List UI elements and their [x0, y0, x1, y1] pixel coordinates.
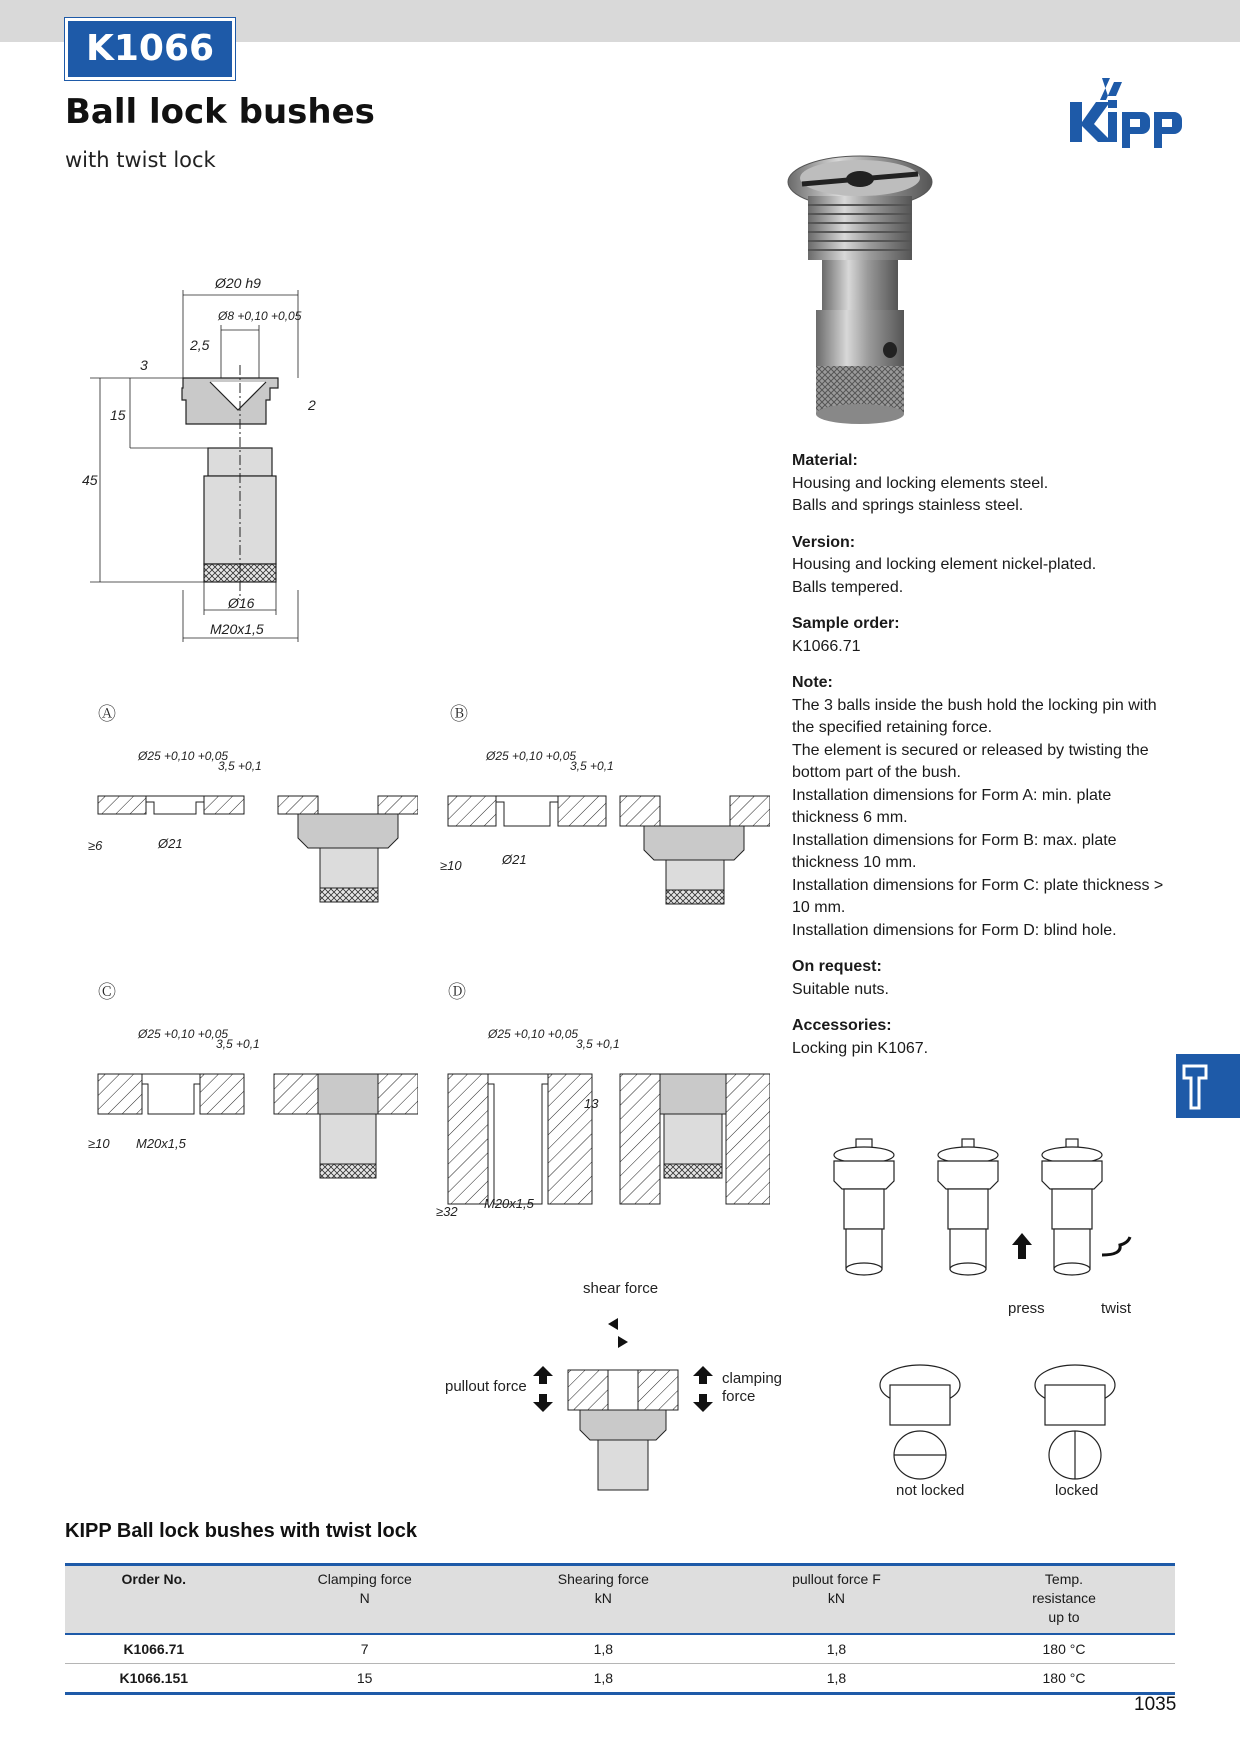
press-label: press: [1008, 1300, 1045, 1317]
not-locked-label: not locked: [896, 1482, 965, 1499]
form-b-label: Ⓑ: [450, 704, 468, 725]
col-shearing-force: Shearing force kN: [487, 1565, 720, 1635]
page-subtitle: with twist lock: [65, 148, 216, 172]
press-arrow-icon: [1012, 1233, 1032, 1259]
pullout-force-label: pullout force: [445, 1378, 527, 1395]
form-a-dim-dia21: Ø21: [158, 836, 183, 851]
operation-illustrations: [826, 1135, 1142, 1305]
col-temp-resistance: Temp. resistance up to: [953, 1565, 1175, 1635]
table-row: [65, 1664, 1175, 1694]
dim-m20: M20x1,5: [210, 621, 264, 637]
clamping-arrows-icon: [692, 1366, 714, 1412]
spec-text-note: The 3 balls inside the bush hold the locking pin with the specified retaining force. The element is secured or released by twisting the bottom part of the bush. Installation dimensions for Form A: min. plate thickness 6 mm. Installation dimensions for Form B: max. plate thickness 10 mm. Installation dimensions for Form C: plate thickness > 10 mm. Installation dimensions for Form D: blind hole.: [792, 696, 1164, 939]
col-pullout-force: pullout force F kN: [720, 1565, 953, 1635]
twist-label: twist: [1101, 1300, 1131, 1317]
spec-text-sample-order: K1066.71: [792, 637, 861, 655]
dim-dia8: Ø8 +0,10 +0,05: [218, 309, 302, 323]
spec-text-material: Housing and locking elements steel. Balls and springs stainless steel.: [792, 474, 1049, 514]
page-title: Ball lock bushes: [65, 92, 375, 132]
cell-pullout: 1,8: [720, 1664, 953, 1694]
lock-state-illustrations: [870, 1355, 1130, 1485]
spec-heading-sample-order: Sample order:: [792, 615, 900, 632]
bush-press-figure: [938, 1139, 998, 1275]
form-d-drawing: [436, 978, 770, 1228]
spec-heading-on-request: On request:: [792, 958, 882, 975]
product-code: K1066: [65, 18, 235, 80]
pullout-arrows-icon: [532, 1366, 554, 1412]
dim-15: 15: [110, 407, 126, 423]
table-title: KIPP Ball lock bushes with twist lock: [65, 1520, 417, 1542]
cell-order-no: K1066.151: [65, 1664, 243, 1694]
spec-heading-material: Material:: [792, 452, 858, 469]
form-a-dim-dia25: Ø25 +0,10 +0,05: [138, 749, 229, 763]
form-d-dim-min32: ≥32: [436, 1204, 458, 1219]
dim-2-5: 2,5: [190, 337, 210, 353]
form-c-drawing: [88, 978, 418, 1218]
page-number: 1035: [1134, 1694, 1177, 1715]
form-c-dim-m20: M20x1,5: [136, 1136, 186, 1151]
form-b-dim-min10: ≥10: [440, 858, 462, 873]
cell-shearing: 1,8: [487, 1634, 720, 1664]
form-c-dim-3-5: 3,5 +0,1: [216, 1037, 260, 1051]
bush-twist-figure: [1042, 1139, 1102, 1275]
spec-heading-version: Version:: [792, 533, 856, 551]
form-d-label: Ⓓ: [448, 982, 466, 1003]
form-a-dim-3-5: 3,5 +0,1: [218, 759, 262, 773]
cell-order-no: K1066.71: [65, 1634, 243, 1664]
spec-heading-note: Note:: [792, 674, 833, 691]
side-tab: [1176, 1054, 1240, 1118]
dim-3: 3: [140, 357, 148, 373]
form-b-drawing: [440, 700, 770, 950]
dim-45: 45: [82, 472, 98, 488]
dim-2: 2: [308, 397, 316, 413]
form-d-dim-m20: M20x1,5: [484, 1196, 534, 1211]
form-a-label: Ⓐ: [98, 704, 116, 725]
dim-dia16: Ø16: [228, 595, 255, 611]
form-d-dim-dia25: Ø25 +0,10 +0,05: [488, 1027, 579, 1041]
spec-block: [792, 450, 1182, 1060]
form-c-label: Ⓒ: [98, 982, 116, 1003]
form-a-dim-min6: ≥6: [88, 838, 103, 853]
cell-temp: 180 °C: [953, 1634, 1175, 1664]
form-d-dim-13: 13: [584, 1096, 599, 1111]
key-icon: [1176, 1054, 1240, 1118]
cell-temp: 180 °C: [953, 1664, 1175, 1694]
kipp-logo: [1066, 72, 1184, 156]
table-row: [65, 1634, 1175, 1664]
table-header-row: [65, 1565, 1175, 1635]
cell-clamping: 7: [243, 1634, 487, 1664]
dim-dia20: Ø20 h9: [215, 275, 261, 291]
form-c-dim-dia25: Ø25 +0,10 +0,05: [138, 1027, 229, 1041]
cell-pullout: 1,8: [720, 1634, 953, 1664]
col-clamping-force: Clamping force N: [243, 1565, 487, 1635]
spec-heading-accessories: Accessories:: [792, 1017, 892, 1034]
clamping-force-label: clamping force: [722, 1370, 783, 1405]
shear-force-label: shear force: [583, 1280, 659, 1297]
twist-arrow-icon: [1102, 1237, 1130, 1255]
form-b-dim-3-5: 3,5 +0,1: [570, 759, 614, 773]
product-table: [65, 1563, 1175, 1695]
form-d-dim-3-5: 3,5 +0,1: [576, 1037, 620, 1051]
form-c-dim-min10: ≥10: [88, 1136, 110, 1151]
main-drawing: [80, 270, 360, 670]
locked-label: locked: [1055, 1482, 1099, 1499]
bush-unlocked-figure: [834, 1139, 894, 1275]
spec-text-version: Housing and locking element nickel-plated. Balls tempered.: [792, 556, 1097, 596]
spec-text-accessories: Locking pin K1067.: [792, 1039, 929, 1057]
spec-text-on-request: Suitable nuts.: [792, 980, 889, 998]
cell-clamping: 15: [243, 1664, 487, 1694]
form-a-drawing: [88, 700, 418, 950]
product-photo: [780, 150, 940, 435]
form-b-dim-dia25: Ø25 +0,10 +0,05: [486, 749, 577, 763]
cell-shearing: 1,8: [487, 1664, 720, 1694]
form-b-dim-dia21: Ø21: [502, 852, 527, 867]
col-order-no: Order No.: [65, 1565, 243, 1635]
